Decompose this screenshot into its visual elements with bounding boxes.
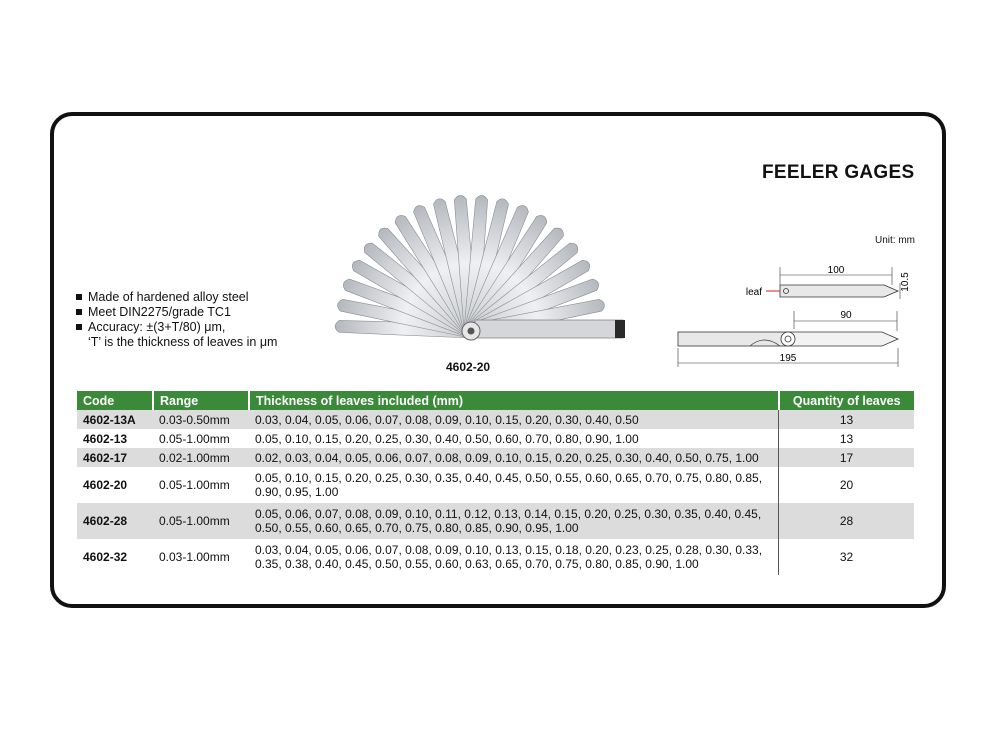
feature-item: Made of hardened alloy steel: [76, 290, 277, 305]
table-row: [77, 448, 914, 467]
cell-quantity: 17: [779, 448, 915, 467]
gage-handle: [475, 320, 623, 338]
assembled-pivot: [781, 332, 795, 346]
cell-thickness: 0.03, 0.04, 0.05, 0.06, 0.07, 0.08, 0.09, 0.10, 0.15, 0.20, 0.30, 0.40, 0.50: [249, 410, 779, 429]
feeler-gage-image: [325, 180, 645, 355]
cell-quantity: 13: [779, 429, 915, 448]
cell-thickness: 0.05, 0.10, 0.15, 0.20, 0.25, 0.30, 0.35, 0.40, 0.45, 0.50, 0.55, 0.60, 0.65, 0.70, 0.75, 0.80, 0.85, 0.90, 0.95, 1.00: [249, 467, 779, 503]
col-header-thickness: Thickness of leaves included (mm): [249, 391, 779, 410]
col-header-quantity: Quantity of leaves: [779, 391, 915, 410]
assembled-handle-shape: [678, 332, 788, 346]
cell-range: 0.03-0.50mm: [153, 410, 249, 429]
unit-label: Unit: mm: [875, 235, 915, 246]
cell-code: 4602-28: [77, 503, 153, 539]
cell-code: 4602-32: [77, 539, 153, 575]
cell-range: 0.05-1.00mm: [153, 503, 249, 539]
table-row: [77, 503, 914, 539]
assembled-blade-shape: [788, 332, 898, 346]
spec-table: [77, 391, 914, 575]
cell-thickness: 0.02, 0.03, 0.04, 0.05, 0.06, 0.07, 0.08, 0.09, 0.10, 0.15, 0.20, 0.25, 0.30, 0.40, 0.50, 0.75, 1.00: [249, 448, 779, 467]
col-header-range: Range: [153, 391, 249, 410]
cell-code: 4602-13: [77, 429, 153, 448]
feature-item: Accuracy: ±(3+T/80) μm,: [76, 320, 277, 335]
dimension-diagram: [672, 255, 912, 375]
cell-range: 0.03-1.00mm: [153, 539, 249, 575]
leaf-label: leaf: [745, 287, 762, 298]
pivot-screw-center: [468, 328, 475, 335]
bullet-icon: [76, 294, 82, 300]
table-header-row: [77, 391, 914, 410]
table-row: [77, 410, 914, 429]
col-header-code: Code: [77, 391, 153, 410]
cell-code: 4602-17: [77, 448, 153, 467]
table-row: [77, 467, 914, 503]
cell-quantity: 13: [779, 410, 915, 429]
dim-width-text: 10.5: [900, 272, 911, 292]
cell-quantity: 28: [779, 503, 915, 539]
cell-code: 4602-20: [77, 467, 153, 503]
cell-code: 4602-13A: [77, 410, 153, 429]
feature-list: [76, 290, 277, 350]
handle-end-cap: [615, 320, 625, 338]
cell-quantity: 32: [779, 539, 915, 575]
cell-range: 0.02-1.00mm: [153, 448, 249, 467]
product-model-label: 4602-20: [446, 360, 491, 374]
dim-100-text: 100: [827, 265, 845, 276]
feature-note: ‘T’ is the thickness of leaves in μm: [88, 335, 278, 349]
bullet-icon: [76, 324, 82, 330]
dim-90-text: 90: [840, 310, 852, 321]
table-row: [77, 429, 914, 448]
cell-thickness: 0.05, 0.10, 0.15, 0.20, 0.25, 0.30, 0.40, 0.50, 0.60, 0.70, 0.80, 0.90, 1.00: [249, 429, 779, 448]
dim-195-text: 195: [779, 353, 797, 364]
cell-thickness: 0.05, 0.06, 0.07, 0.08, 0.09, 0.10, 0.11, 0.12, 0.13, 0.14, 0.15, 0.20, 0.25, 0.30, 0.35, 0.40, 0.45, 0.50, 0.55, 0.60, 0.65, 0.70, 0.75, 0.80, 0.85, 0.90, 0.95, 1.00: [249, 503, 779, 539]
page-title: FEELER GAGES: [762, 162, 915, 183]
single-leaf-shape: [780, 285, 898, 297]
cell-quantity: 20: [779, 467, 915, 503]
table-row: [77, 539, 914, 575]
bullet-icon: [76, 309, 82, 315]
cell-range: 0.05-1.00mm: [153, 467, 249, 503]
cell-thickness: 0.03, 0.04, 0.05, 0.06, 0.07, 0.08, 0.09, 0.10, 0.13, 0.15, 0.18, 0.20, 0.23, 0.25, 0.28, 0.30, 0.33, 0.35, 0.38, 0.40, 0.45, 0.50, 0.55, 0.60, 0.63, 0.65, 0.70, 0.75, 0.80, 0.85, 0.90, 1.00: [249, 539, 779, 575]
feature-item: Meet DIN2275/grade TC1: [76, 305, 277, 320]
cell-range: 0.05-1.00mm: [153, 429, 249, 448]
